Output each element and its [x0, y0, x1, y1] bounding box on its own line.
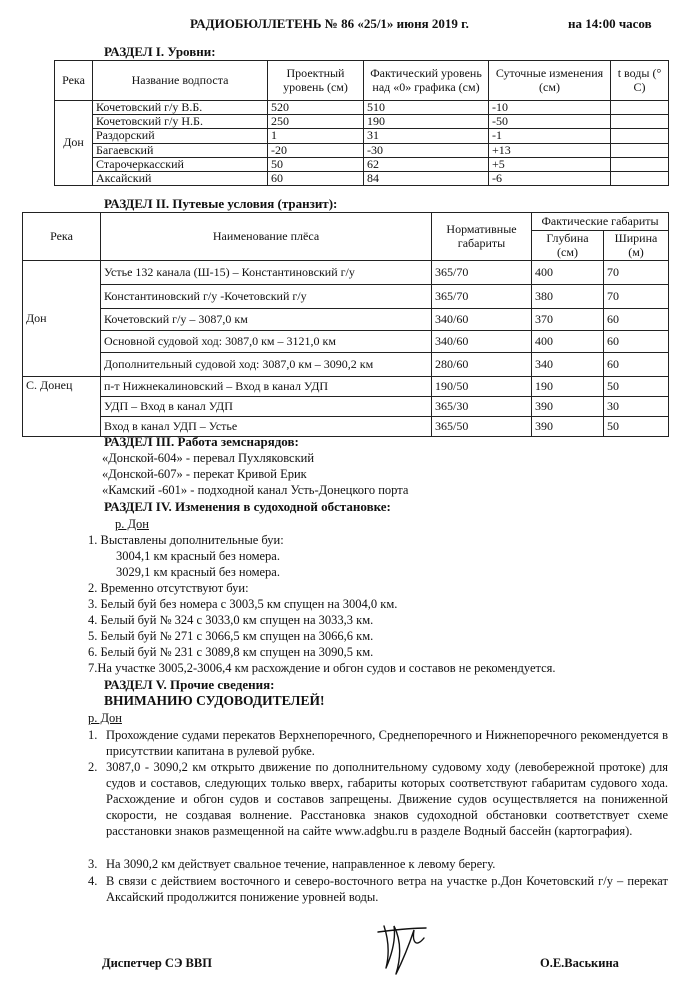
- table-row: [23, 353, 669, 377]
- level-actual-value: 190: [364, 115, 489, 129]
- level-design-value: 50: [268, 157, 364, 171]
- level-station-name: Багаевский: [93, 143, 268, 157]
- transit-normative-value: 190/50: [432, 377, 532, 397]
- transit-width-value: 30: [604, 397, 669, 417]
- item-text: На 3090,2 км действует свальное течение, направленное к левому берегу.: [106, 857, 496, 871]
- levels-col-daily: Суточные изменения (см): [489, 61, 611, 101]
- table-row: [23, 285, 669, 309]
- section4-title: РАЗДЕЛ IV. Изменения в судоходной обстановке:: [104, 499, 391, 514]
- list-item: «Донской-604» - перевал Пухляковский: [102, 451, 315, 465]
- transit-depth-value: 190: [532, 377, 604, 397]
- signature-icon: [370, 918, 430, 982]
- level-daily-change: -50: [489, 115, 611, 129]
- levels-table: [54, 60, 669, 186]
- transit-river-cell: С. Донец: [23, 377, 101, 437]
- level-design-value: 60: [268, 171, 364, 185]
- levels-col-name: Название водпоста: [93, 61, 268, 101]
- level-station-name: Старочеркасский: [93, 157, 268, 171]
- list-item: [88, 727, 668, 759]
- list-item: [88, 856, 668, 872]
- table-row: [23, 377, 669, 397]
- transit-normative-value: 280/60: [432, 353, 532, 377]
- transit-header-row: [23, 213, 669, 231]
- section4-river: р. Дон: [115, 517, 149, 531]
- list-item: 1. Выставлены дополнительные буи:: [88, 533, 284, 547]
- transit-width-value: 50: [604, 417, 669, 437]
- section1-title: РАЗДЕЛ I. Уровни:: [104, 44, 216, 59]
- table-row: [23, 309, 669, 331]
- transit-width-value: 60: [604, 309, 669, 331]
- transit-stretch-name: Основной судовой ход: 3087,0 км – 3121,0 км: [101, 331, 432, 353]
- navigation-changes: [88, 516, 668, 676]
- list-item: «Камский -601» - подходной канал Усть-Донецкого порта: [102, 483, 409, 497]
- list-item: 4. Белый буй № 324 с 3033,0 км спущен на 3033,3 км.: [88, 613, 374, 627]
- level-daily-change: -1: [489, 129, 611, 143]
- level-daily-change: +13: [489, 143, 611, 157]
- transit-stretch-name: Кочетовский г/у – 3087,0 км: [101, 309, 432, 331]
- level-design-value: 1: [268, 129, 364, 143]
- level-actual-value: 84: [364, 171, 489, 185]
- list-item: «Донской-607» - перекат Кривой Ерик: [102, 467, 307, 481]
- list-item: 7.На участке 3005,2-3006,4 км расхождение и обгон судов и составов не рекомендуется.: [88, 661, 556, 675]
- list-item: 3004,1 км красный без номера.: [116, 549, 280, 563]
- section5-title: РАЗДЕЛ V. Прочие сведения:: [104, 677, 275, 692]
- item-number: 3.: [88, 857, 98, 871]
- level-station-name: Аксайский: [93, 171, 268, 185]
- bulletin-time: на 14:00 часов: [568, 16, 652, 31]
- item-number: 1.: [88, 728, 98, 742]
- section5-river: р. Дон: [88, 711, 122, 725]
- section2-title: РАЗДЕЛ II. Путевые условия (транзит):: [104, 196, 338, 211]
- levels-header-row: [55, 61, 669, 101]
- level-design-value: 250: [268, 115, 364, 129]
- table-row: [55, 129, 669, 143]
- transit-depth-value: 400: [532, 331, 604, 353]
- transit-stretch-name: УДП – Вход в канал УДП: [101, 397, 432, 417]
- transit-width-value: 60: [604, 331, 669, 353]
- levels-col-design: Проектный уровень (см): [268, 61, 364, 101]
- transit-stretch-name: Дополнительный судовой ход: 3087,0 км – 3090,2 км: [101, 353, 432, 377]
- level-station-name: Раздорский: [93, 129, 268, 143]
- transit-stretch-name: Константиновский г/у -Кочетовский г/у: [101, 285, 432, 309]
- item-text: Прохождение судами перекатов Верхнепоречного, Среднепоречного и Нижнепоречного рекомендуется в присутствии капитана в рулевой рубке.: [106, 728, 668, 758]
- transit-col-depth: Глубина (см): [532, 231, 604, 261]
- list-item: 5. Белый буй № 271 с 3066,5 км спущен на 3066,6 км.: [88, 629, 374, 643]
- transit-river-cell: Дон: [23, 261, 101, 377]
- level-daily-change: -10: [489, 101, 611, 115]
- item-number: 4.: [88, 874, 98, 888]
- transit-col-river: Река: [23, 213, 101, 261]
- level-water-temp: [611, 143, 669, 157]
- transit-normative-value: 365/50: [432, 417, 532, 437]
- transit-table: [22, 212, 669, 437]
- transit-normative-value: 365/70: [432, 261, 532, 285]
- level-daily-change: +5: [489, 157, 611, 171]
- level-design-value: 520: [268, 101, 364, 115]
- transit-col-normative: Нормативные габариты: [432, 213, 532, 261]
- level-water-temp: [611, 171, 669, 185]
- table-row: [23, 397, 669, 417]
- transit-width-value: 50: [604, 377, 669, 397]
- table-row: [55, 143, 669, 157]
- bulletin-header: [0, 16, 700, 34]
- item-text: 3087,0 - 3090,2 км открыто движение по дополнительному судовому ходу (левобережной протоке) для судов и составов, следующих только вверх, габариты которых соответствуют габаритам судового хода. Расхождение и обгон судов и составов запрещены. Движение судов осуществляется на пониженной скорости, не создавая волнение. Расстановка знаков судоходной обстановки соответствует схеме расстановки знаков размещенной на сайте www.adgbu.ru в разделе Водный бассейн (картография).: [106, 760, 668, 838]
- transit-depth-value: 340: [532, 353, 604, 377]
- transit-normative-value: 365/70: [432, 285, 532, 309]
- levels-col-temp: t воды (° С): [611, 61, 669, 101]
- dredgers-list: [102, 450, 408, 498]
- table-row: [23, 261, 669, 285]
- transit-stretch-name: Вход в канал УДП – Устье: [101, 417, 432, 437]
- transit-col-stretch: Наименование плёса: [101, 213, 432, 261]
- transit-depth-value: 400: [532, 261, 604, 285]
- bulletin-title: РАДИОБЮЛЛЕТЕНЬ № 86 «25/1» июня 2019 г.: [190, 16, 469, 31]
- list-item: 6. Белый буй № 231 с 3089,8 км спущен на 3090,5 км.: [88, 645, 374, 659]
- transit-depth-value: 370: [532, 309, 604, 331]
- level-design-value: -20: [268, 143, 364, 157]
- list-item: 3. Белый буй без номера с 3003,5 км спущен на 3004,0 км.: [88, 597, 398, 611]
- level-actual-value: 31: [364, 129, 489, 143]
- transit-normative-value: 340/60: [432, 331, 532, 353]
- attention-heading: ВНИМАНИЮ СУДОВОДИТЕЛЕЙ!: [104, 693, 325, 708]
- levels-river-cell: Дон: [55, 101, 93, 186]
- level-daily-change: -6: [489, 171, 611, 185]
- item-number: 2.: [88, 760, 98, 774]
- level-actual-value: 510: [364, 101, 489, 115]
- transit-normative-value: 340/60: [432, 309, 532, 331]
- transit-depth-value: 390: [532, 397, 604, 417]
- level-station-name: Кочетовский г/у Н.Б.: [93, 115, 268, 129]
- transit-col-width: Ширина (м): [604, 231, 669, 261]
- table-row: [55, 157, 669, 171]
- list-item: 2. Временно отсутствуют буи:: [88, 581, 249, 595]
- table-row: [55, 101, 669, 115]
- level-water-temp: [611, 129, 669, 143]
- section3-title: РАЗДЕЛ III. Работа земснарядов:: [104, 434, 299, 449]
- transit-stretch-name: п-т Нижнекалиновский – Вход в канал УДП: [101, 377, 432, 397]
- table-row: [23, 331, 669, 353]
- levels-col-river: Река: [55, 61, 93, 101]
- level-water-temp: [611, 101, 669, 115]
- level-actual-value: -30: [364, 143, 489, 157]
- level-water-temp: [611, 115, 669, 129]
- list-item: 3029,1 км красный без номера.: [116, 565, 280, 579]
- levels-col-actual: Фактический уровень над «0» графика (см): [364, 61, 489, 101]
- item-text: В связи с действием восточного и северо-восточного ветра на участке р.Дон Кочетовский г/у – перекат Аксайский продолжится понижение уровней воды.: [106, 874, 668, 904]
- transit-width-value: 60: [604, 353, 669, 377]
- transit-depth-value: 380: [532, 285, 604, 309]
- transit-depth-value: 390: [532, 417, 604, 437]
- level-actual-value: 62: [364, 157, 489, 171]
- list-item: [88, 873, 668, 905]
- transit-normative-value: 365/30: [432, 397, 532, 417]
- dispatcher-name: О.Е.Васькина: [540, 956, 619, 970]
- transit-stretch-name: Устье 132 канала (Ш-15) – Константиновский г/у: [101, 261, 432, 285]
- table-row: [55, 115, 669, 129]
- transit-col-actual: Фактические габариты: [532, 213, 669, 231]
- list-item: [88, 759, 668, 839]
- level-station-name: Кочетовский г/у В.Б.: [93, 101, 268, 115]
- dispatcher-position: Диспетчер СЭ ВВП: [102, 956, 212, 970]
- transit-width-value: 70: [604, 261, 669, 285]
- table-row: [55, 171, 669, 185]
- level-water-temp: [611, 157, 669, 171]
- transit-width-value: 70: [604, 285, 669, 309]
